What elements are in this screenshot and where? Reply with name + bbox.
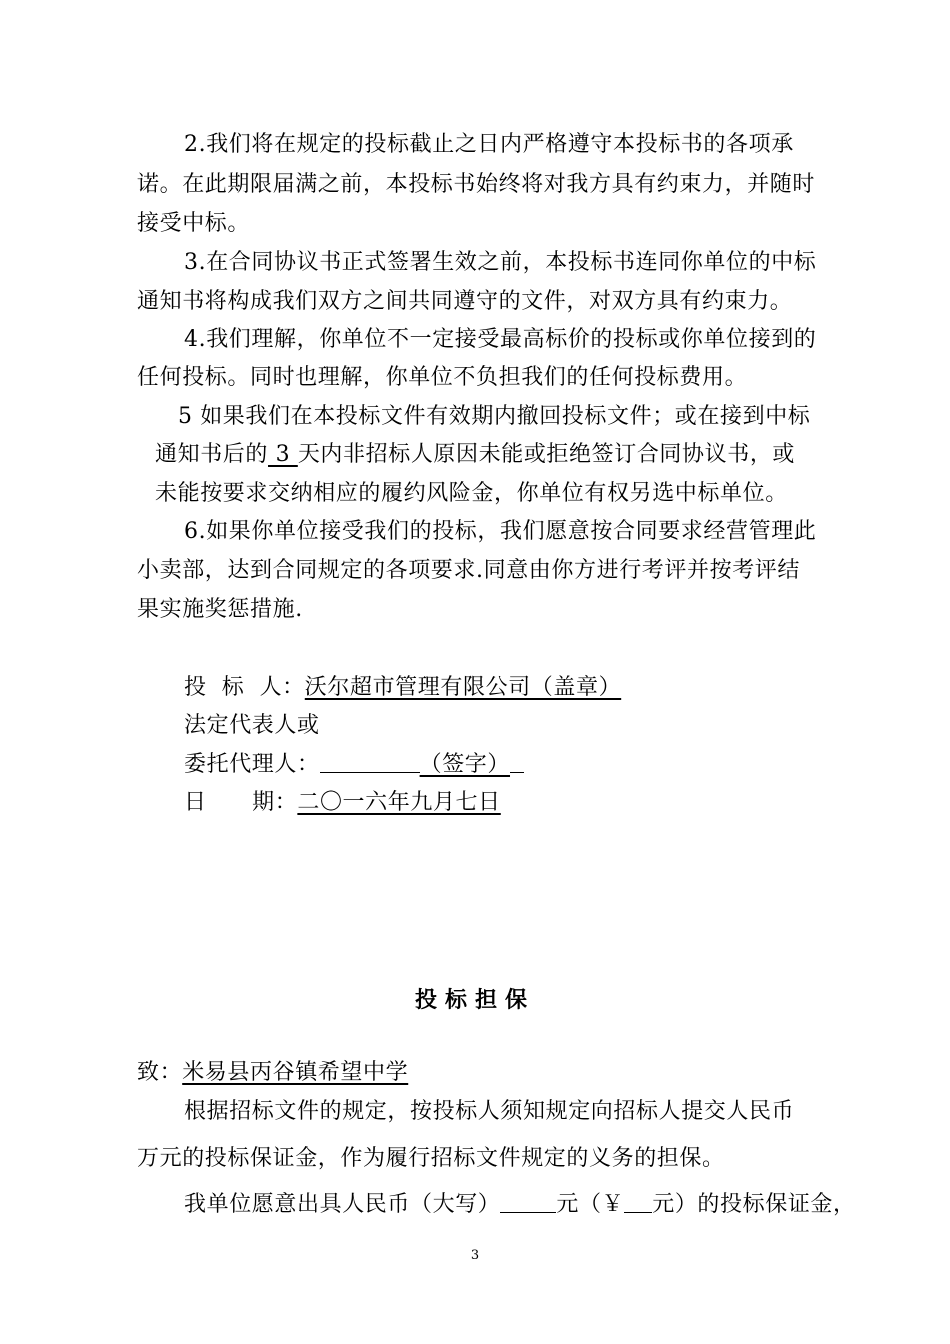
bidder-line <box>184 674 621 702</box>
clause-5-line-3: 未能按要求交纳相应的履约风险金，你单位有权另选中标单位。 <box>155 481 788 506</box>
clause-2-line-3: 接受中标。 <box>137 211 251 236</box>
bidder-label: 投 标 人： <box>184 675 305 700</box>
agent-signature-blank <box>320 750 420 773</box>
clause-3-line-1: 3.在合同协议书正式签署生效之前，本投标书连同你单位的中标 <box>184 250 817 275</box>
guarantee-para-1-line-1: 根据招标文件的规定，按投标人须知规定向招标人提交人民币 <box>184 1099 795 1124</box>
clause-5-days-prefix: 通知书后的 <box>155 442 269 467</box>
addressee-value: 米易县丙谷镇希望中学 <box>182 1060 409 1085</box>
amount-words-blank <box>500 1190 556 1213</box>
clause-2-line-2: 诺。在此期限届满之前，本投标书始终将对我方具有约束力，并随时 <box>137 172 816 197</box>
section-title: 投标担保 <box>414 988 535 1013</box>
clause-5-days-value: 3 <box>268 442 298 467</box>
clause-5-line-2 <box>155 441 795 469</box>
guarantee-para-1-line-2: 万元的投标保证金，作为履行招标文件规定的义务的担保。 <box>137 1146 725 1171</box>
addressee-label: 致： <box>137 1060 183 1085</box>
date-label: 日 期： <box>184 790 298 815</box>
addressee-line <box>137 1059 408 1087</box>
date-line <box>184 789 501 817</box>
clause-3-line-2: 通知书将构成我们双方之间共同遵守的文件，对双方具有约束力。 <box>137 289 793 314</box>
bidder-value: 沃尔超市管理有限公司（盖章） <box>304 675 622 700</box>
page-number: 3 <box>470 1248 480 1263</box>
clause-4-line-1: 4.我们理解，你单位不一定接受最高标价的投标或你单位接到的 <box>184 327 817 352</box>
amount-tail: 元）的投标保证金， <box>652 1192 856 1217</box>
date-value: 二〇一六年九月七日 <box>297 790 501 815</box>
agent-tail-blank <box>510 750 524 773</box>
legal-rep-line: 法定代表人或 <box>184 713 320 738</box>
guarantee-para-2-line-1 <box>184 1190 856 1219</box>
agent-line <box>184 750 524 779</box>
agent-value: （签字） <box>419 752 511 777</box>
clause-6-line-2: 小卖部，达到合同规定的各项要求.同意由你方进行考评并按考评结 <box>137 558 800 583</box>
amount-figures-label: 元（￥ <box>556 1192 625 1217</box>
clause-4-line-2: 任何投标。同时也理解，你单位不负担我们的任何投标费用。 <box>137 365 748 390</box>
amount-figures-blank <box>624 1190 652 1213</box>
clause-6-line-3: 果实施奖惩措施. <box>137 597 303 622</box>
agent-label: 委托代理人： <box>184 752 320 777</box>
clause-6-line-1: 6.如果你单位接受我们的投标，我们愿意按合同要求经营管理此 <box>184 519 817 544</box>
clause-5-days-suffix: 天内非招标人原因未能或拒绝签订合同协议书，或 <box>297 442 796 467</box>
clause-2-line-1: 2.我们将在规定的投标截止之日内严格遵守本投标书的各项承 <box>184 132 794 157</box>
clause-5-line-1: 5 如果我们在本投标文件有效期内撤回投标文件；或在接到中标 <box>178 404 811 429</box>
amount-words-label: 我单位愿意出具人民币（大写） <box>184 1192 501 1217</box>
